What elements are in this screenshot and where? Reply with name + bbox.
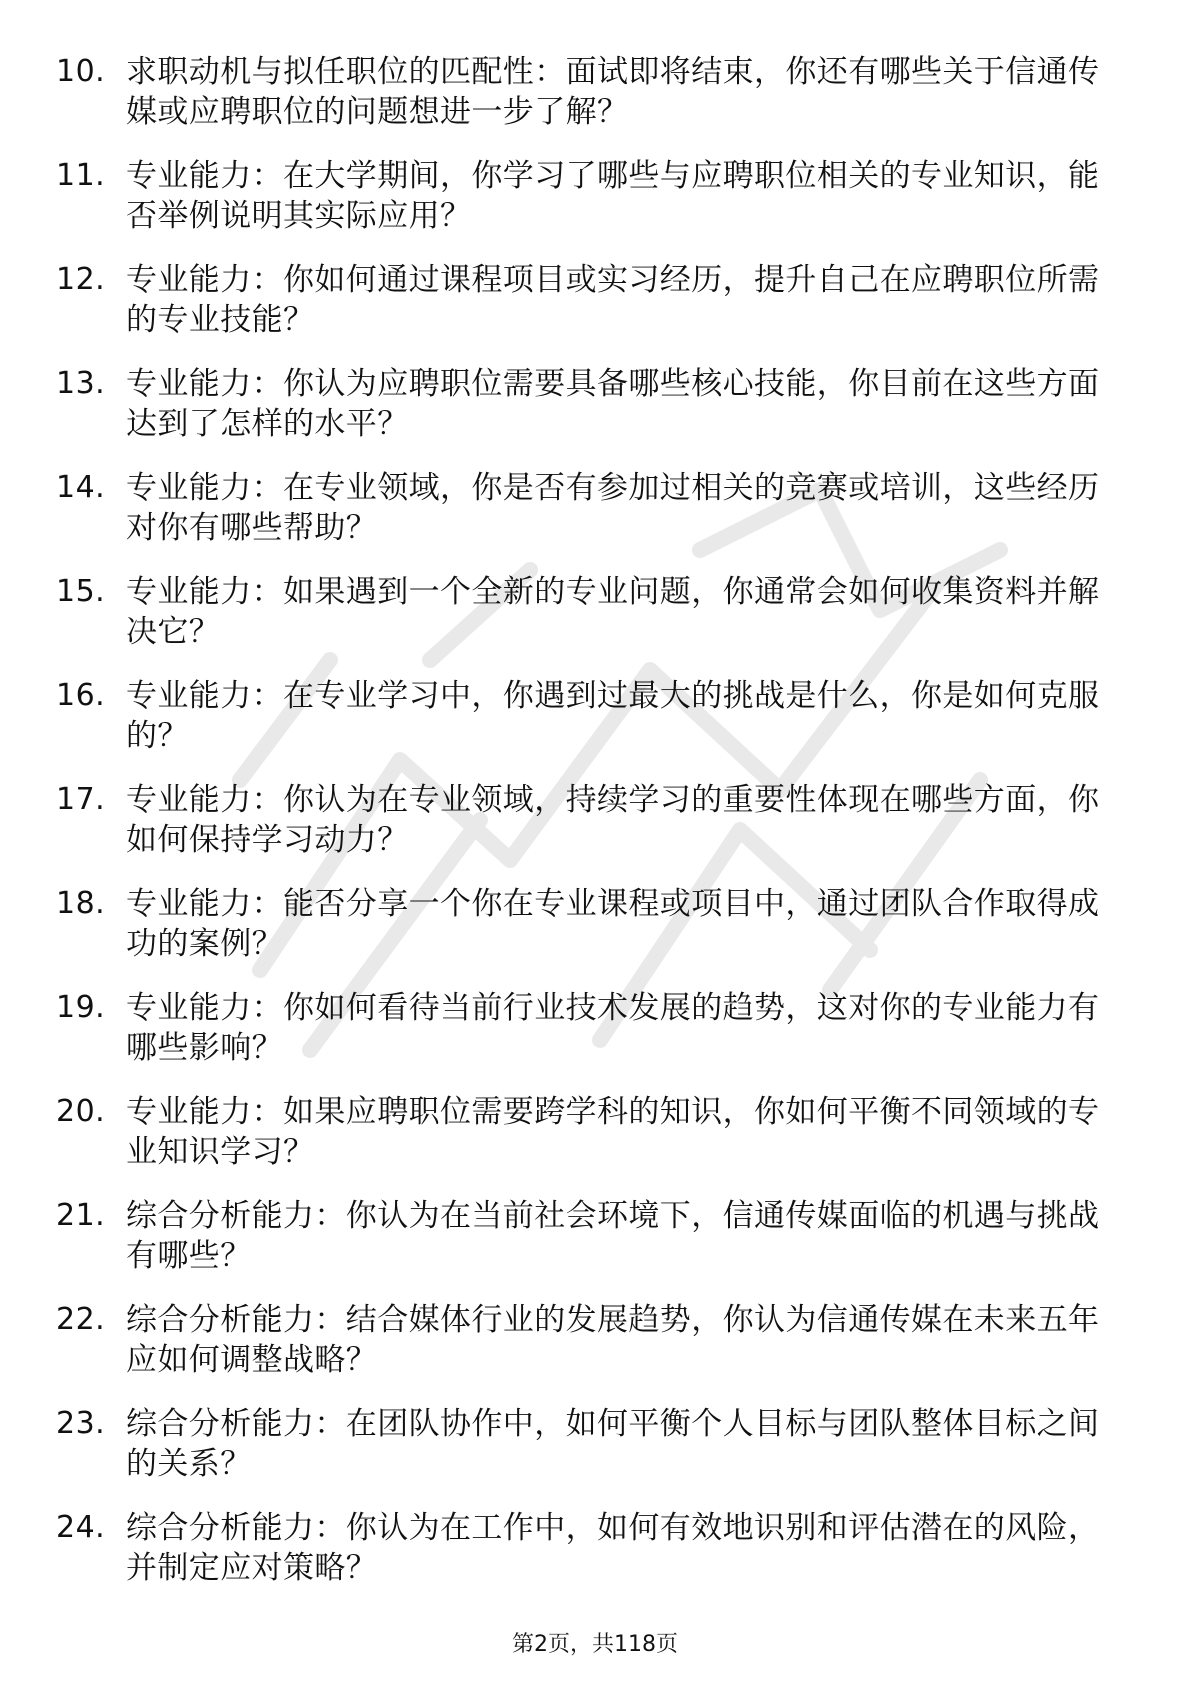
question-item [56,1196,1116,1300]
question-item [56,884,1116,988]
question-item [56,780,1116,884]
question-number: 12. [56,262,106,297]
question-item [56,676,1116,780]
question-number: 15. [56,574,106,609]
question-item [56,52,1116,156]
question-text: 综合分析能力：结合媒体行业的发展趋势，你认为信通传媒在未来五年应如何调整战略？ [126,1302,1100,1378]
question-item [56,1404,1116,1508]
question-text: 综合分析能力：在团队协作中，如何平衡个人目标与团队整体目标之间的关系？ [126,1406,1100,1482]
question-item [56,572,1116,676]
question-text: 综合分析能力：你认为在工作中，如何有效地识别和评估潜在的风险，并制定应对策略？ [126,1510,1100,1586]
question-number: 19. [56,990,106,1025]
question-text: 专业能力：如果应聘职位需要跨学科的知识，你如何平衡不同领域的专业知识学习？ [126,1094,1100,1170]
question-item [56,1508,1116,1612]
question-number: 17. [56,782,106,817]
question-text: 专业能力：你如何看待当前行业技术发展的趋势，这对你的专业能力有哪些影响？ [126,990,1100,1066]
question-text: 专业能力：在专业领域，你是否有参加过相关的竞赛或培训，这些经历对你有哪些帮助？ [126,470,1100,546]
question-number: 13. [56,366,106,401]
question-text: 专业能力：在大学期间，你学习了哪些与应聘职位相关的专业知识，能否举例说明其实际应用？ [126,158,1100,234]
question-item [56,156,1116,260]
question-number: 22. [56,1302,106,1337]
question-list [56,52,1116,1612]
question-number: 23. [56,1406,106,1441]
page-footer [0,1630,1190,1660]
question-text: 求职动机与拟任职位的匹配性：面试即将结束，你还有哪些关于信通传媒或应聘职位的问题想进一步了解？ [126,54,1100,130]
question-item [56,468,1116,572]
question-text: 综合分析能力：你认为在当前社会环境下，信通传媒面临的机遇与挑战有哪些？ [126,1198,1100,1274]
question-item [56,364,1116,468]
question-text: 专业能力：你认为应聘职位需要具备哪些核心技能，你目前在这些方面达到了怎样的水平？ [126,366,1100,442]
question-text: 专业能力：能否分享一个你在专业课程或项目中，通过团队合作取得成功的案例？ [126,886,1100,962]
question-number: 14. [56,470,106,505]
question-item [56,1092,1116,1196]
question-number: 21. [56,1198,106,1233]
question-item [56,988,1116,1092]
question-text: 专业能力：如果遇到一个全新的专业问题，你通常会如何收集资料并解决它？ [126,574,1100,650]
question-text: 专业能力：你认为在专业领域，持续学习的重要性体现在哪些方面，你如何保持学习动力？ [126,782,1100,858]
question-number: 16. [56,678,106,713]
question-number: 20. [56,1094,106,1129]
question-item [56,1300,1116,1404]
question-item [56,260,1116,364]
question-number: 11. [56,158,106,193]
question-number: 18. [56,886,106,921]
question-text: 专业能力：在专业学习中，你遇到过最大的挑战是什么，你是如何克服的？ [126,678,1100,754]
question-text: 专业能力：你如何通过课程项目或实习经历，提升自己在应聘职位所需的专业技能？ [126,262,1100,338]
question-number: 10. [56,54,106,89]
question-number: 24. [56,1510,106,1545]
page-number-label: 第2页，共118页 [512,1632,678,1657]
